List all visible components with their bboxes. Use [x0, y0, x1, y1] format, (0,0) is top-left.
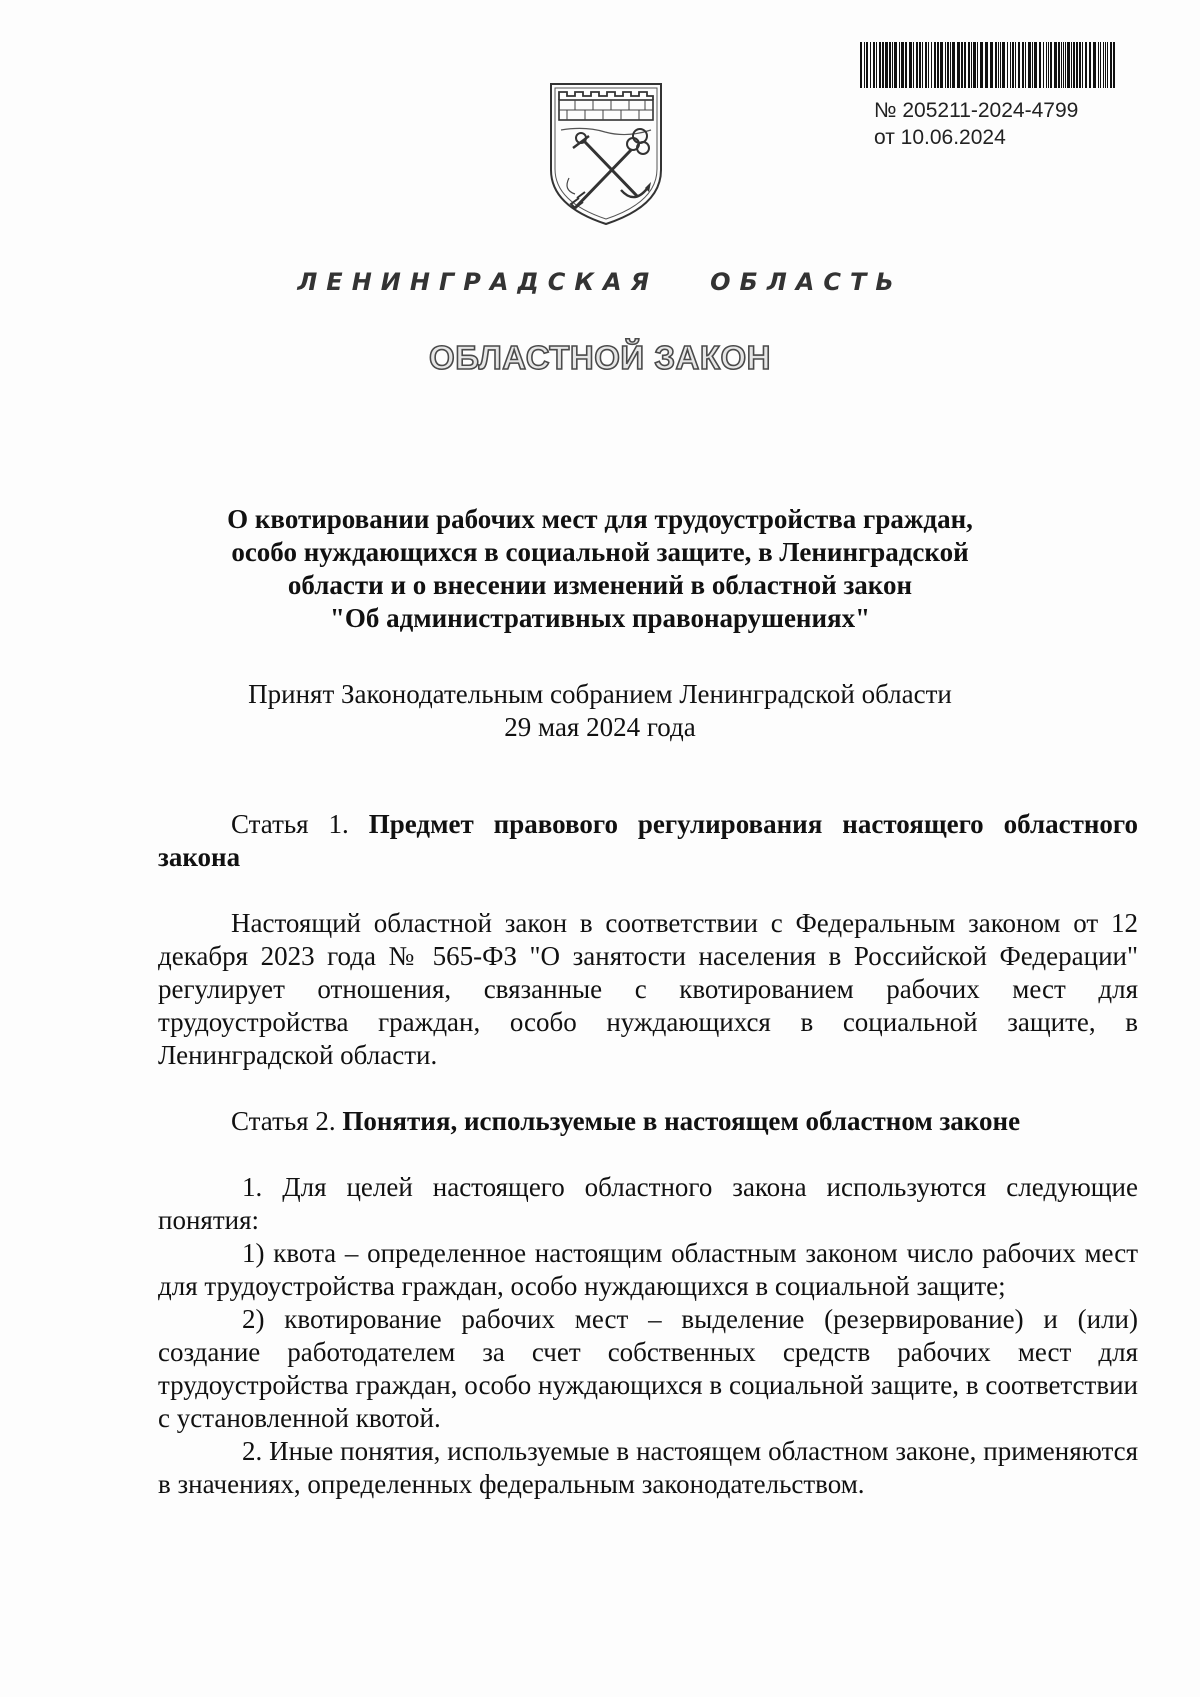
adoption-date: 29 мая 2024 года	[504, 712, 696, 742]
barcode	[860, 42, 1116, 88]
coat-of-arms-emblem	[545, 78, 667, 228]
law-title-line: особо нуждающихся в социальной защите, в Ленинградской	[231, 537, 969, 567]
law-title-line: "Об административных правонарушениях"	[329, 603, 871, 633]
law-title-line: области и о внесении изменений в областной закон	[287, 570, 913, 600]
region-name: ЛЕНИНГРАДСКАЯ ОБЛАСТЬ	[297, 268, 903, 296]
article-2-item-1: 1) квота – определенное настоящим областным законом число рабочих мест для трудоустройства граждан, особо нуждающихся в социальной защите;	[158, 1238, 1138, 1301]
article-2-paragraph-1: 1. Для целей настоящего областного закона используются следующие понятия:	[158, 1172, 1138, 1235]
article-2-title: Понятия, используемые в настоящем областном законе	[342, 1106, 1021, 1136]
article-1-body	[158, 907, 1138, 1072]
document-type: ОБЛАСТНОЙ ЗАКОН	[429, 339, 771, 376]
article-1-label: Статья 1.	[231, 809, 349, 839]
article-1-title: Предмет правового регулирования настоящего областного закона	[158, 809, 1139, 872]
law-title-line: О квотировании рабочих мест для трудоустройства граждан,	[227, 504, 973, 534]
registration-number: № 205211-2024-4799	[874, 99, 1079, 122]
article-1-paragraph: Настоящий областной закон в соответствии с Федеральным законом от 12 декабря 2023 года № 565-ФЗ "О занятости населения в Российской Федерации" регулирует отношения, связанные с квотированием рабочих мест для трудоустройства граждан, особо нуждающихся в социальной защите, в Ленинградской области.	[158, 908, 1138, 1070]
barcode-space	[1115, 42, 1116, 88]
law-title	[160, 503, 1040, 635]
article-2-item-2: 2) квотирование рабочих мест – выделение (резервирование) и (или) создание работодателем за счет собственных средств рабочих мест для трудоустройства граждан, особо нуждающихся в социальной защите, в соответствии с установленной квотой.	[158, 1304, 1138, 1433]
article-1-heading	[158, 808, 1138, 874]
article-2-label: Статья 2.	[231, 1106, 336, 1136]
adoption-body: Принят Законодательным собранием Ленинградской области	[248, 679, 952, 709]
registration-date: от 10.06.2024	[874, 126, 1006, 149]
registration-stamp	[874, 97, 1078, 151]
article-2-body	[158, 1171, 1138, 1501]
article-2-paragraph-2: 2. Иные понятия, используемые в настоящем областном законе, применяются в значениях, определенных федеральным законодательством.	[158, 1436, 1138, 1499]
adoption-note	[160, 678, 1040, 744]
article-2-heading	[158, 1105, 1138, 1138]
